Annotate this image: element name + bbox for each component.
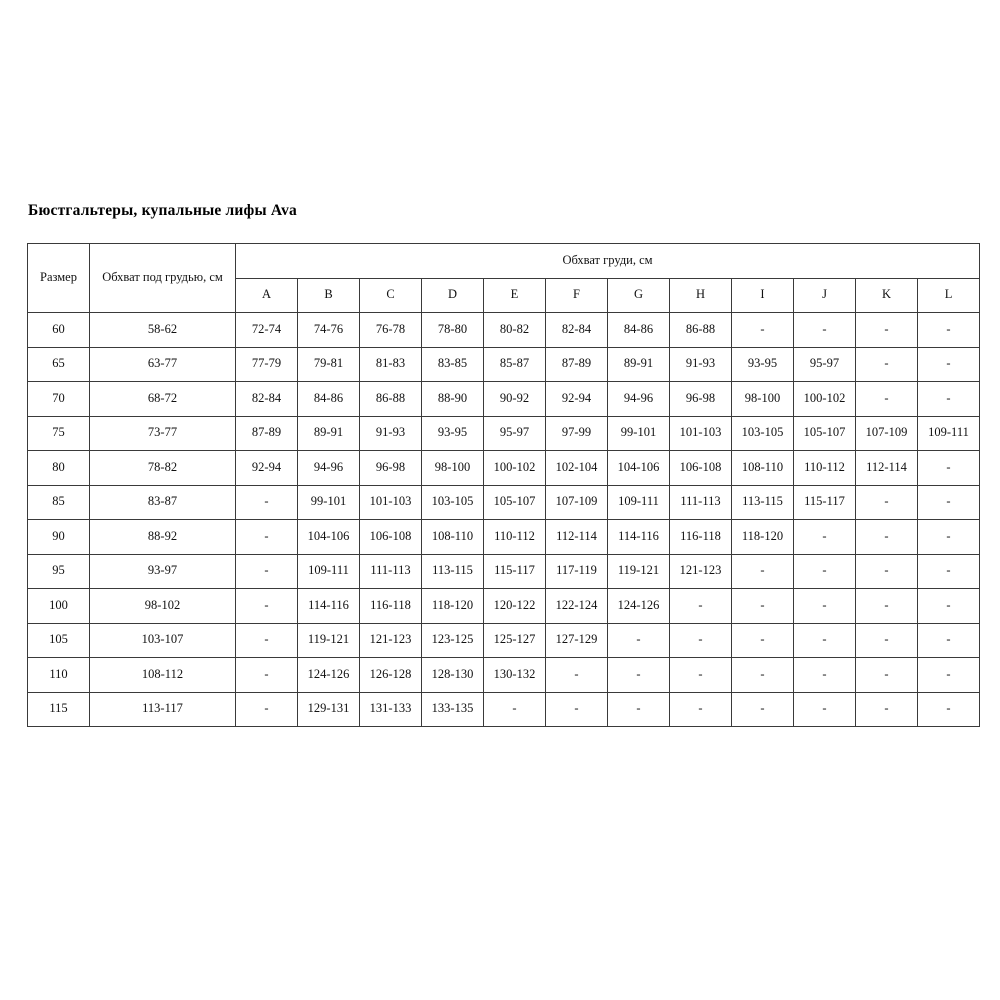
cell-chest: - bbox=[794, 692, 856, 727]
cell-chest: 94-96 bbox=[298, 451, 360, 486]
cell-chest: - bbox=[918, 554, 980, 589]
cell-chest: - bbox=[670, 692, 732, 727]
cell-chest: 123-125 bbox=[422, 623, 484, 658]
table-row bbox=[28, 485, 980, 520]
cell-chest: 113-115 bbox=[732, 485, 794, 520]
cell-chest: - bbox=[856, 485, 918, 520]
cell-chest: - bbox=[732, 313, 794, 348]
cell-chest: 94-96 bbox=[608, 382, 670, 417]
cell-chest: 89-91 bbox=[608, 347, 670, 382]
cell-chest: 113-115 bbox=[422, 554, 484, 589]
cell-underbust: 113-117 bbox=[90, 692, 236, 727]
table-row bbox=[28, 589, 980, 624]
cell-size: 115 bbox=[28, 692, 90, 727]
cell-chest: - bbox=[856, 313, 918, 348]
cell-chest: 116-118 bbox=[360, 589, 422, 624]
cell-chest: 131-133 bbox=[360, 692, 422, 727]
cell-size: 75 bbox=[28, 416, 90, 451]
cell-chest: 98-100 bbox=[422, 451, 484, 486]
column-header-chest-group: Обхват груди, см bbox=[236, 244, 980, 279]
cell-chest: 100-102 bbox=[794, 382, 856, 417]
cell-chest: 118-120 bbox=[422, 589, 484, 624]
cell-chest: - bbox=[856, 589, 918, 624]
cell-underbust: 98-102 bbox=[90, 589, 236, 624]
column-header-cup-f: F bbox=[546, 278, 608, 313]
cell-chest: - bbox=[236, 520, 298, 555]
cell-chest: - bbox=[918, 589, 980, 624]
cell-chest: 85-87 bbox=[484, 347, 546, 382]
cell-size: 95 bbox=[28, 554, 90, 589]
cell-chest: - bbox=[918, 623, 980, 658]
cell-chest: 97-99 bbox=[546, 416, 608, 451]
cell-chest: - bbox=[236, 554, 298, 589]
cell-chest: 91-93 bbox=[670, 347, 732, 382]
cell-chest: 124-126 bbox=[298, 658, 360, 693]
cell-chest: 125-127 bbox=[484, 623, 546, 658]
cell-chest: - bbox=[794, 554, 856, 589]
cell-chest: 98-100 bbox=[732, 382, 794, 417]
cell-underbust: 93-97 bbox=[90, 554, 236, 589]
cell-chest: 119-121 bbox=[608, 554, 670, 589]
cell-chest: 110-112 bbox=[794, 451, 856, 486]
cell-chest: - bbox=[918, 520, 980, 555]
table-row bbox=[28, 451, 980, 486]
cell-chest: 86-88 bbox=[670, 313, 732, 348]
cell-chest: 104-106 bbox=[298, 520, 360, 555]
cell-size: 60 bbox=[28, 313, 90, 348]
table-header-row-group bbox=[28, 244, 980, 279]
cell-chest: 126-128 bbox=[360, 658, 422, 693]
cell-chest: - bbox=[856, 658, 918, 693]
cell-chest: 107-109 bbox=[546, 485, 608, 520]
cell-underbust: 108-112 bbox=[90, 658, 236, 693]
table-row bbox=[28, 347, 980, 382]
cell-chest: 115-117 bbox=[484, 554, 546, 589]
cell-chest: 105-107 bbox=[794, 416, 856, 451]
table-row bbox=[28, 416, 980, 451]
cell-chest: 95-97 bbox=[484, 416, 546, 451]
cell-chest: 72-74 bbox=[236, 313, 298, 348]
cell-size: 80 bbox=[28, 451, 90, 486]
cell-chest: 115-117 bbox=[794, 485, 856, 520]
cell-chest: 84-86 bbox=[298, 382, 360, 417]
cell-chest: - bbox=[236, 589, 298, 624]
cell-underbust: 68-72 bbox=[90, 382, 236, 417]
cell-chest: - bbox=[670, 623, 732, 658]
cell-chest: 96-98 bbox=[670, 382, 732, 417]
cell-chest: 96-98 bbox=[360, 451, 422, 486]
cell-chest: 82-84 bbox=[236, 382, 298, 417]
cell-chest: - bbox=[732, 589, 794, 624]
column-header-cup-c: C bbox=[360, 278, 422, 313]
cell-underbust: 78-82 bbox=[90, 451, 236, 486]
table-body bbox=[28, 313, 980, 727]
table-header bbox=[28, 244, 980, 313]
cell-size: 110 bbox=[28, 658, 90, 693]
cell-chest: 99-101 bbox=[608, 416, 670, 451]
column-header-cup-d: D bbox=[422, 278, 484, 313]
cell-chest: - bbox=[856, 382, 918, 417]
page-title: Бюстгальтеры, купальные лифы Ava bbox=[28, 202, 298, 219]
cell-size: 105 bbox=[28, 623, 90, 658]
cell-chest: 77-79 bbox=[236, 347, 298, 382]
cell-chest: - bbox=[608, 658, 670, 693]
table-row bbox=[28, 692, 980, 727]
column-header-underbust: Обхват под грудью, см bbox=[90, 244, 236, 313]
cell-chest: 121-123 bbox=[360, 623, 422, 658]
cell-chest: - bbox=[794, 313, 856, 348]
cell-chest: 105-107 bbox=[484, 485, 546, 520]
cell-chest: 93-95 bbox=[732, 347, 794, 382]
column-header-cup-i: I bbox=[732, 278, 794, 313]
cell-chest: - bbox=[732, 692, 794, 727]
size-chart-table bbox=[27, 243, 980, 727]
cell-chest: - bbox=[546, 658, 608, 693]
cell-chest: 106-108 bbox=[360, 520, 422, 555]
cell-chest: 91-93 bbox=[360, 416, 422, 451]
cell-chest: - bbox=[918, 313, 980, 348]
cell-chest: 103-105 bbox=[422, 485, 484, 520]
cell-chest: - bbox=[918, 692, 980, 727]
cell-chest: 119-121 bbox=[298, 623, 360, 658]
cell-chest: - bbox=[236, 692, 298, 727]
cell-chest: 127-129 bbox=[546, 623, 608, 658]
table-row bbox=[28, 623, 980, 658]
cell-chest: 92-94 bbox=[546, 382, 608, 417]
cell-chest: 88-90 bbox=[422, 382, 484, 417]
cell-chest: 108-110 bbox=[732, 451, 794, 486]
column-header-cup-h: H bbox=[670, 278, 732, 313]
cell-chest: 89-91 bbox=[298, 416, 360, 451]
cell-chest: 128-130 bbox=[422, 658, 484, 693]
cell-chest: 78-80 bbox=[422, 313, 484, 348]
cell-chest: - bbox=[918, 347, 980, 382]
cell-chest: 103-105 bbox=[732, 416, 794, 451]
cell-size: 100 bbox=[28, 589, 90, 624]
cell-chest: - bbox=[856, 520, 918, 555]
cell-chest: 100-102 bbox=[484, 451, 546, 486]
cell-chest: - bbox=[856, 554, 918, 589]
cell-chest: 109-111 bbox=[918, 416, 980, 451]
cell-chest: 74-76 bbox=[298, 313, 360, 348]
cell-chest: - bbox=[236, 623, 298, 658]
cell-chest: - bbox=[670, 589, 732, 624]
cell-chest: 122-124 bbox=[546, 589, 608, 624]
cell-chest: - bbox=[918, 382, 980, 417]
cell-underbust: 103-107 bbox=[90, 623, 236, 658]
cell-size: 90 bbox=[28, 520, 90, 555]
cell-chest: 86-88 bbox=[360, 382, 422, 417]
cell-chest: - bbox=[236, 485, 298, 520]
cell-chest: 90-92 bbox=[484, 382, 546, 417]
cell-size: 85 bbox=[28, 485, 90, 520]
cell-chest: 117-119 bbox=[546, 554, 608, 589]
cell-size: 70 bbox=[28, 382, 90, 417]
cell-chest: - bbox=[794, 623, 856, 658]
cell-underbust: 88-92 bbox=[90, 520, 236, 555]
cell-chest: - bbox=[794, 520, 856, 555]
cell-chest: 92-94 bbox=[236, 451, 298, 486]
cell-chest: 104-106 bbox=[608, 451, 670, 486]
table-row bbox=[28, 520, 980, 555]
column-header-cup-b: B bbox=[298, 278, 360, 313]
size-table-container bbox=[27, 243, 973, 727]
table-row bbox=[28, 313, 980, 348]
table-row bbox=[28, 554, 980, 589]
column-header-cup-g: G bbox=[608, 278, 670, 313]
cell-chest: - bbox=[732, 623, 794, 658]
column-header-size: Размер bbox=[28, 244, 90, 313]
table-row bbox=[28, 658, 980, 693]
cell-chest: - bbox=[546, 692, 608, 727]
cell-underbust: 58-62 bbox=[90, 313, 236, 348]
cell-chest: 114-116 bbox=[298, 589, 360, 624]
cell-chest: 102-104 bbox=[546, 451, 608, 486]
cell-chest: 93-95 bbox=[422, 416, 484, 451]
column-header-cup-a: A bbox=[236, 278, 298, 313]
cell-chest: 116-118 bbox=[670, 520, 732, 555]
cell-chest: - bbox=[236, 658, 298, 693]
cell-chest: 79-81 bbox=[298, 347, 360, 382]
cell-chest: 111-113 bbox=[360, 554, 422, 589]
cell-chest: 110-112 bbox=[484, 520, 546, 555]
cell-chest: 133-135 bbox=[422, 692, 484, 727]
cell-chest: - bbox=[670, 658, 732, 693]
cell-chest: 121-123 bbox=[670, 554, 732, 589]
cell-chest: 106-108 bbox=[670, 451, 732, 486]
cell-chest: - bbox=[918, 485, 980, 520]
cell-chest: 101-103 bbox=[670, 416, 732, 451]
column-header-cup-j: J bbox=[794, 278, 856, 313]
cell-chest: 112-114 bbox=[546, 520, 608, 555]
cell-chest: 82-84 bbox=[546, 313, 608, 348]
cell-chest: 87-89 bbox=[546, 347, 608, 382]
column-header-cup-e: E bbox=[484, 278, 546, 313]
cell-chest: - bbox=[608, 623, 670, 658]
cell-chest: - bbox=[794, 658, 856, 693]
cell-chest: 101-103 bbox=[360, 485, 422, 520]
cell-chest: - bbox=[856, 692, 918, 727]
cell-chest: 124-126 bbox=[608, 589, 670, 624]
column-header-cup-k: K bbox=[856, 278, 918, 313]
cell-underbust: 83-87 bbox=[90, 485, 236, 520]
cell-chest: - bbox=[856, 347, 918, 382]
cell-chest: - bbox=[856, 623, 918, 658]
cell-chest: 87-89 bbox=[236, 416, 298, 451]
cell-chest: 118-120 bbox=[732, 520, 794, 555]
cell-chest: 112-114 bbox=[856, 451, 918, 486]
column-header-cup-l: L bbox=[918, 278, 980, 313]
cell-chest: 109-111 bbox=[608, 485, 670, 520]
cell-chest: - bbox=[918, 658, 980, 693]
cell-chest: 109-111 bbox=[298, 554, 360, 589]
table-row bbox=[28, 382, 980, 417]
cell-chest: - bbox=[732, 658, 794, 693]
cell-chest: - bbox=[918, 451, 980, 486]
cell-chest: 130-132 bbox=[484, 658, 546, 693]
cell-chest: 76-78 bbox=[360, 313, 422, 348]
cell-chest: 84-86 bbox=[608, 313, 670, 348]
cell-chest: - bbox=[732, 554, 794, 589]
cell-chest: - bbox=[608, 692, 670, 727]
cell-chest: 83-85 bbox=[422, 347, 484, 382]
cell-chest: 129-131 bbox=[298, 692, 360, 727]
cell-chest: 114-116 bbox=[608, 520, 670, 555]
cell-chest: 111-113 bbox=[670, 485, 732, 520]
cell-chest: - bbox=[484, 692, 546, 727]
cell-chest: 95-97 bbox=[794, 347, 856, 382]
cell-underbust: 73-77 bbox=[90, 416, 236, 451]
cell-size: 65 bbox=[28, 347, 90, 382]
cell-chest: 80-82 bbox=[484, 313, 546, 348]
cell-chest: 107-109 bbox=[856, 416, 918, 451]
cell-chest: - bbox=[794, 589, 856, 624]
cell-chest: 99-101 bbox=[298, 485, 360, 520]
cell-chest: 120-122 bbox=[484, 589, 546, 624]
cell-underbust: 63-77 bbox=[90, 347, 236, 382]
cell-chest: 81-83 bbox=[360, 347, 422, 382]
cell-chest: 108-110 bbox=[422, 520, 484, 555]
